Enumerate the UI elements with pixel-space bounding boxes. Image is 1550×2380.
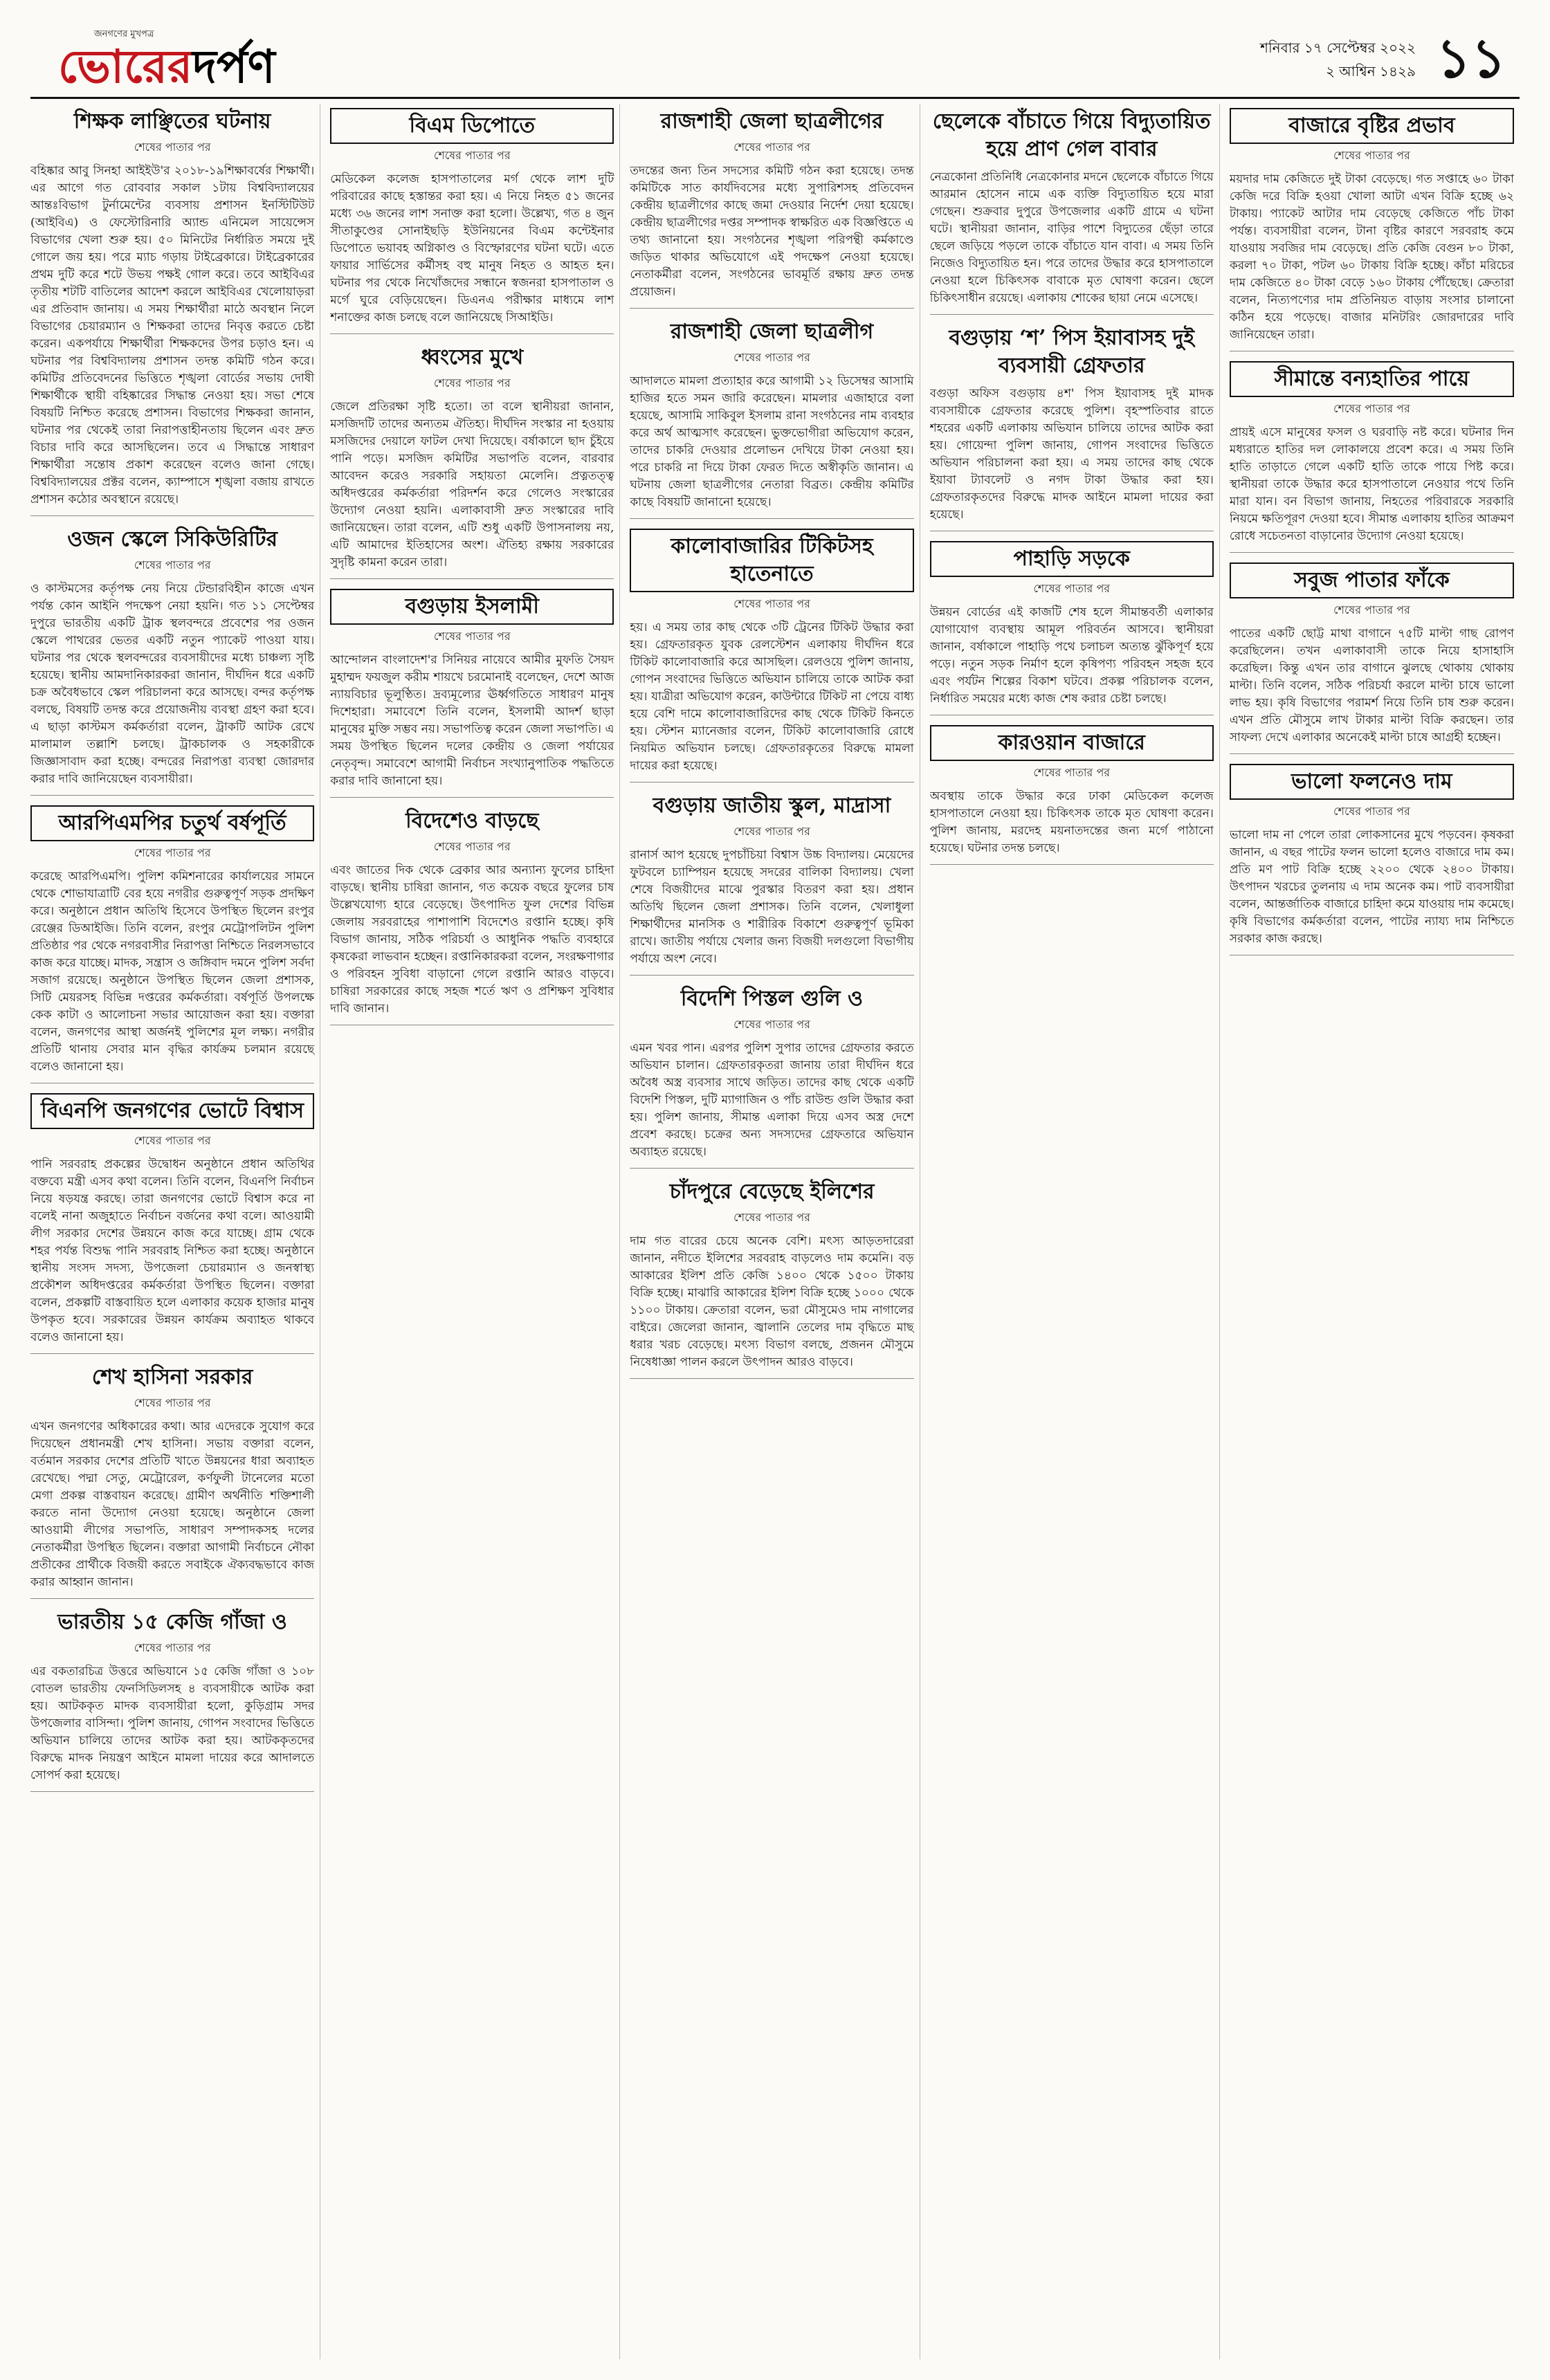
article bbox=[630, 318, 913, 519]
date-block bbox=[1260, 36, 1416, 83]
article-headline[interactable]: সীমান্তে বন্যহাতির পায়ে bbox=[1230, 361, 1514, 397]
article-body: করেছে আরপিএমপি। পুলিশ কমিশনারের কার্যালয়ের সামনে থেকে শোভাযাত্রাটি বের হয়ে নগরীর গুরুত্বপূর্ণ সড়ক প্রদক্ষিণ করে। অনুষ্ঠানে প্রধান অতিথি হিসেবে উপস্থিত ছিলেন রংপুর রেঞ্জের ডিআইজি। তিনি বলেন, রংপুর মেট্রোপলিটন পুলিশ প্রতিষ্ঠার পর থেকে নগরবাসীর নিরাপত্তা নিশ্চিতে নিরলসভাবে কাজ করে যাচ্ছে। মাদক, সন্ত্রাস ও জঙ্গিবাদ দমনে পুলিশ সর্বদা সজাগ রয়েছে। অনুষ্ঠানে উপস্থিত ছিলেন জেলা প্রশাসক, সিটি মেয়রসহ বিভিন্ন দপ্তরের কর্মকর্তারা। বর্ষপূর্তি উপলক্ষে কেক কাটা ও আলোচনা সভার আয়োজন করা হয়। বক্তারা বলেন, জনগণের আস্থা অর্জনই পুলিশের মূল লক্ষ্য। নগরীর প্রতিটি থানায় সেবার মান বৃদ্ধির কার্যক্রম চলমান রয়েছে বলেও জানানো হয়। bbox=[30, 870, 315, 1074]
article bbox=[30, 1609, 314, 1792]
article-kicker: শেষের পাতার পর bbox=[1033, 766, 1111, 779]
article-headline[interactable]: বগুড়ায় ইসলামী bbox=[330, 589, 614, 625]
article-headline[interactable]: বিদেশেও বাড়ছে bbox=[405, 809, 539, 833]
article-kicker: শেষের পাতার পর bbox=[134, 1396, 211, 1409]
article-headline[interactable]: বিএনপি জনগণের ভোটে বিশ্বাস bbox=[30, 1093, 314, 1129]
article bbox=[630, 985, 913, 1169]
article-headline[interactable]: বাজারে বৃষ্টির প্রভাব bbox=[1230, 108, 1514, 144]
date-english: শনিবার ১৭ সেপ্টেম্বর ২০২২ bbox=[1260, 39, 1416, 56]
column-1 bbox=[30, 104, 320, 2359]
column-4 bbox=[930, 104, 1220, 2359]
article-body: আদালতে মামলা প্রত্যাহার করে আগামী ১২ ডিসেম্বর আসামি হাজির হতে সমন জারি করেছেন। মামলার এজাহারে বলা হয়েছে, আসামি সাকিবুল ইসলাম রানা সংগঠনের নাম ব্যবহার করে অর্থ আত্মসাৎ করেছেন। ভুক্তভোগীরা অভিযোগ করেন, তাদের চাকরি দেওয়ার প্রলোভন দেখিয়ে টাকা নেওয়া হয়। পরে চাকরি না দিয়ে টাকা ফেরত দিতে অস্বীকৃতি জানান। এ ঘটনায় জেলা ছাত্রলীগের নেতারা বিব্রত। কেন্দ্রীয় কমিটির কাছে বিষয়টি জানানো হয়েছে। bbox=[630, 374, 914, 509]
article-headline[interactable]: শিক্ষক লাঞ্ছিতের ঘটনায় bbox=[73, 109, 271, 134]
masthead bbox=[30, 28, 1520, 99]
article-kicker: শেষের পাতার পর bbox=[134, 1641, 211, 1654]
article bbox=[30, 1093, 314, 1354]
article bbox=[930, 108, 1214, 315]
article-body: ভালো দাম না পেলে তারা লোকসানের মুখে পড়বেন। কৃষকরা জানান, এ বছর পাটের ফলন ভালো হলেও বাজারে দাম কম। প্রতি মণ পাট বিক্রি হচ্ছে ২২০০ থেকে ২৪০০ টাকায়। উৎপাদন খরচের তুলনায় এ দাম অনেক কম। পাট ব্যবসায়ীরা বলেন, আন্তর্জাতিক বাজারে চাহিদা কমে যাওয়ায় দাম কমেছে। কৃষি বিভাগের কর্মকর্তারা বলেন, পাটের ন্যায্য দাম নিশ্চিতে সরকার কাজ করছে। bbox=[1229, 828, 1515, 946]
article-kicker: শেষের পাতার পর bbox=[1333, 805, 1410, 818]
article-kicker: শেষের পাতার পর bbox=[733, 140, 810, 154]
article bbox=[30, 108, 314, 516]
article bbox=[630, 108, 913, 309]
article-body: অবস্থায় তাকে উদ্ধার করে ঢাকা মেডিকেল কলেজ হাসপাতালে নেওয়া হয়। চিকিৎসক তাকে মৃত ঘোষণা করেন। পুলিশ জানায়, মরদেহ ময়নাতদন্তের জন্য মর্গে পাঠানো হয়েছে। ঘটনার তদন্ত চলছে। bbox=[929, 789, 1214, 855]
article-body: রানার্স আপ হয়েছে দুপচাঁচিয়া বিশ্বাস উচ্চ বিদ্যালয়। মেয়েদের ফুটবলে চ্যাম্পিয়ন হয়েছে সদরের বালিকা বিদ্যালয়। খেলা শেষে বিজয়ীদের মাঝে পুরস্কার বিতরণ করা হয়। প্রধান অতিথি ছিলেন জেলা প্রশাসক। তিনি বলেন, খেলাধুলা শিক্ষার্থীদের মানসিক ও শারীরিক বিকাশে গুরুত্বপূর্ণ ভূমিকা রাখে। জাতীয় পর্যায়ে খেলার জন্য বিজয়ী দলগুলো বিভাগীয় পর্যায়ে অংশ নেবে। bbox=[630, 848, 914, 966]
article-headline[interactable]: বিএম ডিপোতে bbox=[330, 108, 614, 144]
article-kicker: শেষের পাতার পর bbox=[433, 376, 511, 390]
article-body: উন্নয়ন বোর্ডের এই কাজটি শেষ হলে সীমান্তবর্তী এলাকার যোগাযোগ ব্যবস্থায় আমূল পরিবর্তন আসবে। স্থানীয়রা জানান, বর্ষাকালে পাহাড়ি পথে চলাচল অত্যন্ত ঝুঁকিপূর্ণ হয়ে পড়ে। নতুন সড়ক নির্মাণ হলে কৃষিপণ্য পরিবহন সহজ হবে এবং পর্যটন শিল্পের বিকাশ ঘটবে। প্রকল্প পরিচালক বলেন, নির্ধারিত সময়ের মধ্যে কাজ শেষ করার চেষ্টা চলছে। bbox=[929, 605, 1214, 706]
article-body: ময়দার দাম কেজিতে দুই টাকা বেড়েছে। গত সপ্তাহে ৬০ টাকা কেজি দরে বিক্রি হওয়া খোলা আটা এখন বিক্রি হচ্ছে ৬২ টাকায়। প্যাকেট আটার দাম বেড়েছে কেজিতে পাঁচ টাকা পর্যন্ত। ব্যবসায়ীরা বলেন, টানা বৃষ্টির কারণে সরবরাহ কমে যাওয়ায় সবজির দাম বেড়েছে। প্রতি কেজি বেগুন ৮০ টাকা, করলা ৭০ টাকা, পটল ৬০ টাকায় বিক্রি হচ্ছে। কাঁচা মরিচের দাম কেজিতে ৪০ টাকা বেড়ে ১৬০ টাকায় পৌঁছেছে। ক্রেতারা বলেন, নিত্যপণ্যের দাম প্রতিনিয়ত বাড়ায় সংসার চালানো কঠিন হয়ে পড়েছে। বাজার মনিটরিং জোরদারের দাবি জানিয়েছেন তারা। bbox=[1229, 172, 1515, 342]
article-body: এখন জনগণের অধিকারের কথা। আর এদেরকে সুযোগ করে দিয়েছেন প্রধানমন্ত্রী শেখ হাসিনা। সভায় বক্তারা বলেন, বর্তমান সরকার দেশের প্রতিটি খাতে উন্নয়নের ধারা অব্যাহত রেখেছে। পদ্মা সেতু, মেট্রোরেল, কর্ণফুলী টানেলের মতো মেগা প্রকল্প বাস্তবায়ন করেছে। গ্রামীণ অর্থনীতি শক্তিশালী করতে নানা উদ্যোগ নেওয়া হয়েছে। অনুষ্ঠানে জেলা আওয়ামী লীগের সভাপতি, সাধারণ সম্পাদকসহ দলের নেতাকর্মীরা উপস্থিত ছিলেন। বক্তারা আগামী নির্বাচনে নৌকা প্রতীকের প্রার্থীকে বিজয়ী করতে সবাইকে ঐক্যবদ্ধভাবে কাজ করার আহ্বান জানান। bbox=[30, 1420, 315, 1589]
article-kicker: শেষের পাতার পর bbox=[1333, 603, 1410, 616]
article-body: ও কাস্টমসের কর্তৃপক্ষ নেয় নিয়ে টেন্ডারবিহীন কাজে এখন পর্যন্ত কোন আইনি পদক্ষেপ নেয়া হয়নি। গত ১১ সেপ্টেম্বর দুপুরে ভারতীয় একটি ট্রাক স্থলবন্দরে প্রবেশের পর ওজন স্কেলে পাথরের ভেতর একটি নতুন প্যাকেট পাওয়া যায়। ঘটনার পর থেকে স্থলবন্দরের ব্যবসায়ীদের মধ্যে চাঞ্চল্য সৃষ্টি হয়েছে। স্থানীয় আমদানিকারকরা জানান, দীর্ঘদিন ধরে একটি চক্র অবৈধভাবে স্কেল পরিচালনা করে আসছে। বন্দর কর্তৃপক্ষ বলছে, বিষয়টি তদন্ত করে প্রয়োজনীয় ব্যবস্থা গ্রহণ করা হবে। এ ছাড়া কাস্টমস কর্মকর্তারা বলেন, ট্রাকটি আটক রেখে মালামাল তল্লাশি চলছে। ট্রাকচালক ও সহকারীকে জিজ্ঞাসাবাদ করা হচ্ছে। বন্দরের নিরাপত্তা ব্যবস্থা জোরদার করার দাবি জানিয়েছেন ব্যবসায়ীরা। bbox=[30, 582, 315, 786]
column-2 bbox=[330, 104, 620, 2359]
article bbox=[1230, 562, 1514, 754]
article bbox=[30, 526, 314, 796]
article-headline[interactable]: ধ্বংসের মুখে bbox=[421, 345, 524, 369]
article-body: বহিষ্কার আবু সিনহা আইইউ'র ২০১৮-১৯শিক্ষাবর্ষের শিক্ষার্থী। এর আগে গত রোববার সকাল ১টায় বিশ্ববিদ্যালয়ের আন্তঃবিভাগ টুর্নামেন্টের ব্যবসায় প্রশাসন ইনস্টিটিউট (আইবিএ) ও ফেস্টোরিনারি অ্যান্ড এনিমেল সায়েন্সেস বিভাগের খেলা শুরু হয়। ৫০ মিনিটের নির্ধারিত সময়ে দুই গোলে জয় হয়। পরে ম্যাচ গড়ায় টাইব্রেকারে। টাইব্রেকারের প্রথম দুটি করে শটে উভয় পক্ষই গোল করে। তবে আইবিএর তৃতীয় শটটি বাতিলের আদেশ করলে আইবিএর খেলোয়াড়রা এর প্রতিবাদ জানায়। এ সময় শিক্ষার্থীরা মাঠে অবস্থান নিলে বিভাগের চেয়ারম্যান ও শিক্ষকরা তাদের নিবৃত্ত করতে চেষ্টা করেন। একপর্যায়ে শিক্ষার্থীরা শিক্ষকদের উপর চড়াও হন। এ ঘটনার পর বিশ্ববিদ্যালয় প্রশাসন তদন্ত কমিটি গঠন করে। কমিটির প্রতিবেদনের ভিত্তিতে শৃঙ্খলা বোর্ডের সভায় দোষী শিক্ষার্থীকে স্থায়ী বহিষ্কারের সিদ্ধান্ত নেওয়া হয়। সভা শেষে বিষয়টি নিশ্চিত করেছে প্রশাসন। বিভাগের শিক্ষকরা জানান, ঘটনার পর থেকেই তারা নিরাপত্তাহীনতায় ছিলেন এবং দ্রুত বিচার দাবি করে আসছিলেন। তবে এ সিদ্ধান্তে সাধারণ শিক্ষার্থীরা সন্তোষ প্রকাশ করেছেন বলেও জানা গেছে। বিশ্ববিদ্যালয়ের প্রক্টর বলেন, ক্যাম্পাসে শৃঙ্খলা বজায় রাখতে প্রশাসন কঠোর অবস্থানে রয়েছে। bbox=[30, 164, 315, 506]
article bbox=[630, 792, 913, 976]
column-5 bbox=[1230, 104, 1520, 2359]
article bbox=[930, 541, 1214, 715]
article-kicker: শেষের পাতার পর bbox=[433, 840, 511, 853]
article-headline[interactable]: বগুড়ায় ‘শ’ পিস ইয়াবাসহ দুই ব্যবসায়ী গ্রেফতার bbox=[949, 326, 1194, 378]
article-headline[interactable]: সবুজ পাতার ফাঁকে bbox=[1230, 562, 1514, 598]
article-kicker: শেষের পাতার পর bbox=[134, 558, 211, 571]
article-kicker: শেষের পাতার পর bbox=[733, 1211, 810, 1224]
article-headline[interactable]: ভারতীয় ১৫ কেজি গাঁজা ও bbox=[57, 1610, 287, 1634]
logo-name bbox=[58, 39, 275, 93]
article-body: এর বকতারচিত্র উত্তরে অভিযানে ১৫ কেজি গাঁজা ও ১০৮ বোতল ভারতীয় ফেনসিডিলসহ ৪ ব্যবসায়ীকে আটক করা হয়। আটককৃত মাদক ব্যবসায়ীরা হলো, কুড়িগ্রাম সদর উপজেলার বাসিন্দা। পুলিশ জানায়, গোপন সংবাদের ভিত্তিতে অভিযান চালিয়ে তাদের আটক করা হয়। আটককৃতদের বিরুদ্ধে মাদক নিয়ন্ত্রণ আইনে মামলা দায়ের করে আদালতে সোপর্দ করা হয়েছে। bbox=[30, 1665, 315, 1782]
article-body: দাম গত বারের চেয়ে অনেক বেশি। মৎস্য আড়তদারেরা জানান, নদীতে ইলিশের সরবরাহ বাড়লেও দাম কমেনি। বড় আকারের ইলিশ প্রতি কেজি ১৪০০ থেকে ১৫০০ টাকায় বিক্রি হচ্ছে। মাঝারি আকারের ইলিশ বিক্রি হচ্ছে ১০০০ থেকে ১১০০ টাকায়। ক্রেতারা বলেন, ভরা মৌসুমেও দাম নাগালের বাইরে। জেলেরা জানান, জ্বালানি তেলের দাম বৃদ্ধিতে মাছ ধরার খরচ বেড়েছে। মৎস্য বিভাগ বলছে, প্রজনন মৌসুমে নিষেধাজ্ঞা পালন করলে উৎপাদন আরও বাড়বে। bbox=[630, 1234, 914, 1369]
article-body: বগুড়া অফিস বগুড়ায় ৪শ' পিস ইয়াবাসহ দুই মাদক ব্যবসায়ীকে গ্রেফতার করেছে পুলিশ। বৃহস্পতিবার রাতে শহরের একটি এলাকায় অভিযান চালিয়ে তাদের আটক করা হয়। গোয়েন্দা পুলিশ জানায়, গোপন সংবাদের ভিত্তিতে অভিযান পরিচালনা করা হয়। এ সময় তাদের কাছ থেকে ইয়াবা ট্যাবলেট ও নগদ টাকা উদ্ধার করা হয়। গ্রেফতারকৃতদের বিরুদ্ধে মাদক আইনে মামলা দায়ের করা হয়েছে। bbox=[929, 387, 1214, 522]
article-headline[interactable]: রাজশাহী জেলা ছাত্রলীগ bbox=[670, 320, 874, 344]
article-kicker: শেষের পাতার পর bbox=[433, 149, 511, 162]
logo-name-part1: ভোরের bbox=[58, 39, 193, 93]
article-kicker: শেষের পাতার পর bbox=[733, 825, 810, 838]
article-headline[interactable]: কারওয়ান বাজারে bbox=[930, 725, 1214, 761]
article-kicker: শেষের পাতার পর bbox=[134, 846, 211, 859]
article-headline[interactable]: ভালো ফলনেও দাম bbox=[1230, 764, 1514, 800]
article-kicker: শেষের পাতার পর bbox=[1333, 149, 1410, 162]
article-headline[interactable]: কালোবাজারির টিকিটসহ হাতেনাতে bbox=[630, 529, 913, 592]
article-body: জেলে প্রতিরক্ষা সৃষ্টি হতো। তা বলে স্থানীয়রা জানান, মসজিদটি তাদের অন্যতম ঐতিহ্য। দীর্ঘদিন সংস্কার না হওয়ায় মসজিদের দেয়ালে ফাটল দেখা দিয়েছে। বর্ষাকালে ছাদ চুঁইয়ে পানি পড়ে। মসজিদ কমিটির সভাপতি বলেন, বারবার আবেদন করেও সরকারি সহায়তা মেলেনি। প্রত্নতত্ত্ব অধিদপ্তরের কর্মকর্তারা পরিদর্শন করে গেলেও সংস্কারের উদ্যোগ নেওয়া হয়নি। এলাকাবাসী দ্রুত সংস্কারের দাবি জানিয়েছেন। তারা বলেন, এটি শুধু একটি উপাসনালয় নয়, এটি আমাদের ইতিহাসের অংশ। ঐতিহ্য রক্ষায় সরকারের সুদৃষ্টি কামনা করেন তারা। bbox=[330, 400, 614, 569]
article-columns bbox=[30, 104, 1520, 2359]
article-headline[interactable]: পাহাড়ি সড়কে bbox=[930, 541, 1214, 577]
article-headline[interactable]: আরপিএমপির চতুর্থ বর্ষপূর্তি bbox=[30, 805, 314, 841]
article bbox=[330, 807, 614, 1025]
article bbox=[630, 529, 913, 782]
logo-tagline: জনগণের মুখপত্র bbox=[94, 29, 154, 39]
article-body: হয়। এ সময় তার কাছ থেকে ৩টি ট্রেনের টিকিট উদ্ধার করা হয়। গ্রেফতারকৃত যুবক রেলস্টেশন এলাকায় দীর্ঘদিন ধরে টিকিট কালোবাজারি করে আসছিল। রেলওয়ে পুলিশ জানায়, গোপন সংবাদের ভিত্তিতে অভিযান চালিয়ে তাকে আটক করা হয়। যাত্রীরা অভিযোগ করেন, কাউন্টারে টিকিট না পেয়ে বাধ্য হয়ে বেশি দামে কালোবাজারিদের কাছ থেকে টিকিট কিনতে হয়। স্টেশন ম্যানেজার বলেন, টিকিট কালোবাজারি রোধে নিয়মিত অভিযান চলছে। গ্রেফতারকৃতের বিরুদ্ধে মামলা দায়ের করা হয়েছে। bbox=[630, 621, 914, 773]
article-headline[interactable]: বগুড়ায় জাতীয় স্কুল, মাদ্রাসা bbox=[653, 794, 891, 818]
article bbox=[630, 1178, 913, 1379]
article-headline[interactable]: বিদেশি পিস্তল গুলি ও bbox=[680, 987, 864, 1011]
article-kicker: শেষের পাতার পর bbox=[1333, 402, 1410, 415]
article-headline[interactable]: ওজন স্কেলে সিকিউরিটির bbox=[67, 527, 277, 551]
article-body: এমন খবর পান। এরপর পুলিশ সুপার তাদের গ্রেফতার করতে অভিযান চালান। গ্রেফতারকৃতরা জানায় তারা দীর্ঘদিন ধরে অবৈধ অস্ত্র ব্যবসার সাথে জড়িত। তাদের কাছ থেকে একটি বিদেশি পিস্তল, দুটি ম্যাগাজিন ও পাঁচ রাউন্ড গুলি উদ্ধার করা হয়। পুলিশ জানায়, সীমান্ত এলাকা দিয়ে এসব অস্ত্র দেশে প্রবেশ করছে। চক্রের অন্য সদস্যদের গ্রেফতারে অভিযান অব্যাহত রয়েছে। bbox=[630, 1041, 914, 1159]
article bbox=[1230, 108, 1514, 351]
article-kicker: শেষের পাতার পর bbox=[433, 630, 511, 643]
article-headline[interactable]: শেখ হাসিনা সরকার bbox=[91, 1365, 253, 1389]
article bbox=[330, 108, 614, 334]
article bbox=[1230, 764, 1514, 955]
article-kicker: শেষের পাতার পর bbox=[733, 1018, 810, 1031]
article-kicker: শেষের পাতার পর bbox=[134, 1134, 211, 1147]
article bbox=[330, 344, 614, 579]
article-kicker: শেষের পাতার পর bbox=[1033, 582, 1111, 595]
newspaper-logo bbox=[58, 28, 275, 91]
date-bengali: ২ আশ্বিন ১৪২৯ bbox=[1325, 63, 1416, 80]
article-body: নেত্রকোনা প্রতিনিধি নেত্রকোনার মদনে ছেলেকে বাঁচাতে গিয়ে আরমান হোসেন নামে এক ব্যক্তি বিদ্যুতায়িত হয়ে মারা গেছেন। শুক্রবার দুপুরে উপজেলার একটি গ্রামে এ ঘটনা ঘটে। স্থানীয়রা জানান, বাড়ির পাশে বিদ্যুতের ছেঁড়া তারে ছেলে জড়িয়ে পড়লে তাকে বাঁচাতে যান বাবা। এ সময় তিনি নিজেও বিদ্যুতায়িত হন। পরে তাদের উদ্ধার করে হাসপাতালে নেওয়া হলে চিকিৎসক বাবাকে মৃত ঘোষণা করেন। ছেলে চিকিৎসাধীন রয়েছে। এলাকায় শোকের ছায়া নেমে এসেছে। bbox=[929, 170, 1214, 305]
article bbox=[30, 1364, 314, 1599]
column-3 bbox=[630, 104, 920, 2359]
article-body: তদন্তের জন্য তিন সদস্যের কমিটি গঠন করা হয়েছে। তদন্ত কমিটিকে সাত কার্যদিবসের মধ্যে সুপারিশসহ প্রতিবেদন কেন্দ্রীয় ছাত্রলীগের কাছে জমা দেওয়ার নির্দেশ দেয়া হয়েছে। কেন্দ্রীয় ছাত্রলীগের দপ্তর সম্পাদক স্বাক্ষরিত এক বিজ্ঞপ্তিতে এ তথ্য জানানো হয়। সংগঠনের শৃঙ্খলা পরিপন্থী কর্মকাণ্ডে জড়িত থাকার অভিযোগে এই পদক্ষেপ নেওয়া হয়েছে। নেতাকর্মীরা বলেন, সংগঠনের ভাবমূর্তি রক্ষায় দ্রুত তদন্ত প্রয়োজন। bbox=[630, 164, 914, 299]
logo-name-part2: দর্পণ bbox=[192, 39, 275, 93]
article bbox=[330, 589, 614, 798]
article-body: আন্দোলন বাংলাদেশ'র সিনিয়র নায়েবে আমীর মুফতি সৈয়দ মুহাম্মদ ফয়জুল করীম শায়খে চরমোনাই বলেছেন, দেশে আজ ন্যায়বিচার ভূলুণ্ঠিত। দ্রব্যমূল্যের ঊর্ধ্বগতিতে সাধারণ মানুষ দিশেহারা। সমাবেশে তিনি বলেন, ইসলামী আদর্শ ছাড়া মানুষের মুক্তি সম্ভব নয়। সভাপতিত্ব করেন জেলা সভাপতি। এ সময় উপস্থিত ছিলেন দলের কেন্দ্রীয় ও জেলা পর্যায়ের নেতৃবৃন্দ। সমাবেশে আগামী নির্বাচন সংখ্যানুপাতিক পদ্ধতিতে করার দাবি জানানো হয়। bbox=[330, 653, 614, 788]
article bbox=[30, 805, 314, 1083]
article-body: প্রায়ই এসে মানুষের ফসল ও ঘরবাড়ি নষ্ট করে। ঘটনার দিন মধ্যরাতে হাতির দল লোকালয়ে প্রবেশ করে। এ সময় তিনি হাতি তাড়াতে গেলে একটি হাতি তাকে পায়ে পিষ্ট করে। স্থানীয়রা তাকে উদ্ধার করে হাসপাতালে নেওয়ার পথে তিনি মারা যান। বন বিভাগ জানায়, নিহতের পরিবারকে সরকারি নিয়মে ক্ষতিপূরণ দেওয়া হবে। সীমান্ত এলাকায় হাতির আক্রমণ রোধে সচেতনতা বাড়ানোর উদ্যোগ নেওয়া হয়েছে। bbox=[1229, 425, 1515, 543]
article-headline[interactable]: ছেলেকে বাঁচাতে গিয়ে বিদ্যুতায়িত হয়ে প্রাণ গেল বাবার bbox=[932, 109, 1211, 161]
article-body: পাতের একটি ছোট্ট মাথা বাগানে ৭৫টি মাল্টা গাছ রোপণ করেছিলেন। তখন এলাকাবাসী তাকে নিয়ে হাসাহাসি করেছিল। কিন্তু এখন তার বাগানে ঝুলছে থোকায় থোকায় মাল্টা। তিনি বলেন, সঠিক পরিচর্যা করলে মাল্টা চাষে ভালো লাভ হয়। কৃষি বিভাগের পরামর্শ নিয়ে তিনি চাষ শুরু করেন। এখন প্রতি মৌসুমে লাখ টাকার মাল্টা বিক্রি করছেন। তার সাফল্য দেখে এলাকার অনেকেই মাল্টা চাষে আগ্রহী হচ্ছেন। bbox=[1229, 627, 1515, 744]
article-body: মেডিকেল কলেজ হাসপাতালের মর্গ থেকে লাশ দুটি পরিবারের কাছে হস্তান্তর করা হয়। এ নিয়ে নিহত ৫১ জনের মধ্যে ৩৬ জনের লাশ সনাক্ত করা হলো। উল্লেখ্য, গত ৪ জুন সীতাকুণ্ডের সোনাইছড়ি ইউনিয়নের বিএম কন্টেইনার ডিপোতে ভয়াবহ অগ্নিকাণ্ড ও বিস্ফোরণের ঘটনা ঘটে। এতে ফায়ার সার্ভিসের কর্মীসহ বহু মানুষ নিহত ও আহত হন। ঘটনার পর থেকে নিখোঁজদের সন্ধানে স্বজনরা হাসপাতাল ও মর্গে ঘুরে বেড়িয়েছেন। ডিএনএ পরীক্ষার মাধ্যমে লাশ শনাক্তের কাজ চলছে বলে জানিয়েছে সিআইডি। bbox=[330, 172, 614, 324]
article-kicker: শেষের পাতার পর bbox=[134, 140, 211, 154]
article-kicker: শেষের পাতার পর bbox=[733, 351, 810, 364]
article-body: এবং জাতের দিক থেকে ব্রেকার আর অন্যান্য ফুলের চাহিদা বাড়ছে। স্থানীয় চাষিরা জানান, গত কয়েক বছরে ফুলের চাষ উল্লেখযোগ্য হারে বেড়েছে। উৎপাদিত ফুল দেশের বিভিন্ন জেলায় সরবরাহের পাশাপাশি বিদেশেও রপ্তানি হচ্ছে। কৃষি বিভাগ জানায়, সঠিক পরিচর্যা ও আধুনিক পদ্ধতি ব্যবহারে কৃষকেরা লাভবান হচ্ছেন। রপ্তানিকারকরা বলেন, সংরক্ষণাগার ও পরিবহন সুবিধা বাড়ানো গেলে রপ্তানি আরও বাড়বে। চাষিরা সরকারের কাছে সহজ শর্তে ঋণ ও প্রশিক্ষণ সুবিধার দাবি জানান। bbox=[330, 863, 614, 1016]
page-number: ১১ bbox=[1436, 27, 1506, 90]
article-headline[interactable]: রাজশাহী জেলা ছাত্রলীগের bbox=[660, 109, 884, 134]
article bbox=[930, 725, 1214, 865]
article bbox=[930, 324, 1214, 531]
article-headline[interactable]: চাঁদপুরে বেড়েছে ইলিশের bbox=[669, 1180, 875, 1204]
article bbox=[1230, 361, 1514, 553]
article-kicker: শেষের পাতার পর bbox=[733, 597, 810, 610]
article-body: পানি সরবরাহ প্রকল্পের উদ্বোধন অনুষ্ঠানে প্রধান অতিথির বক্তব্যে মন্ত্রী এসব কথা বলেন। তিনি বলেন, বিএনপি নির্বাচন নিয়ে ষড়যন্ত্র করছে। তারা জনগণের ভোটে বিশ্বাস করে না বলেই নানা অজুহাতে নির্বাচন বর্জনের কথা বলে। আওয়ামী লীগ সরকার দেশের উন্নয়নে কাজ করে যাচ্ছে। গ্রাম থেকে শহর পর্যন্ত বিশুদ্ধ পানি সরবরাহ নিশ্চিত করা হচ্ছে। অনুষ্ঠানে স্থানীয় সংসদ সদস্য, উপজেলা চেয়ারম্যান ও জনস্বাস্থ্য প্রকৌশল অধিদপ্তরের কর্মকর্তারা উপস্থিত ছিলেন। বক্তারা বলেন, প্রকল্পটি বাস্তবায়িত হলে এলাকার কয়েক হাজার মানুষ উপকৃত হবে। সরকারের উন্নয়ন কার্যক্রম অব্যাহত থাকবে বলেও জানানো হয়। bbox=[30, 1157, 315, 1344]
